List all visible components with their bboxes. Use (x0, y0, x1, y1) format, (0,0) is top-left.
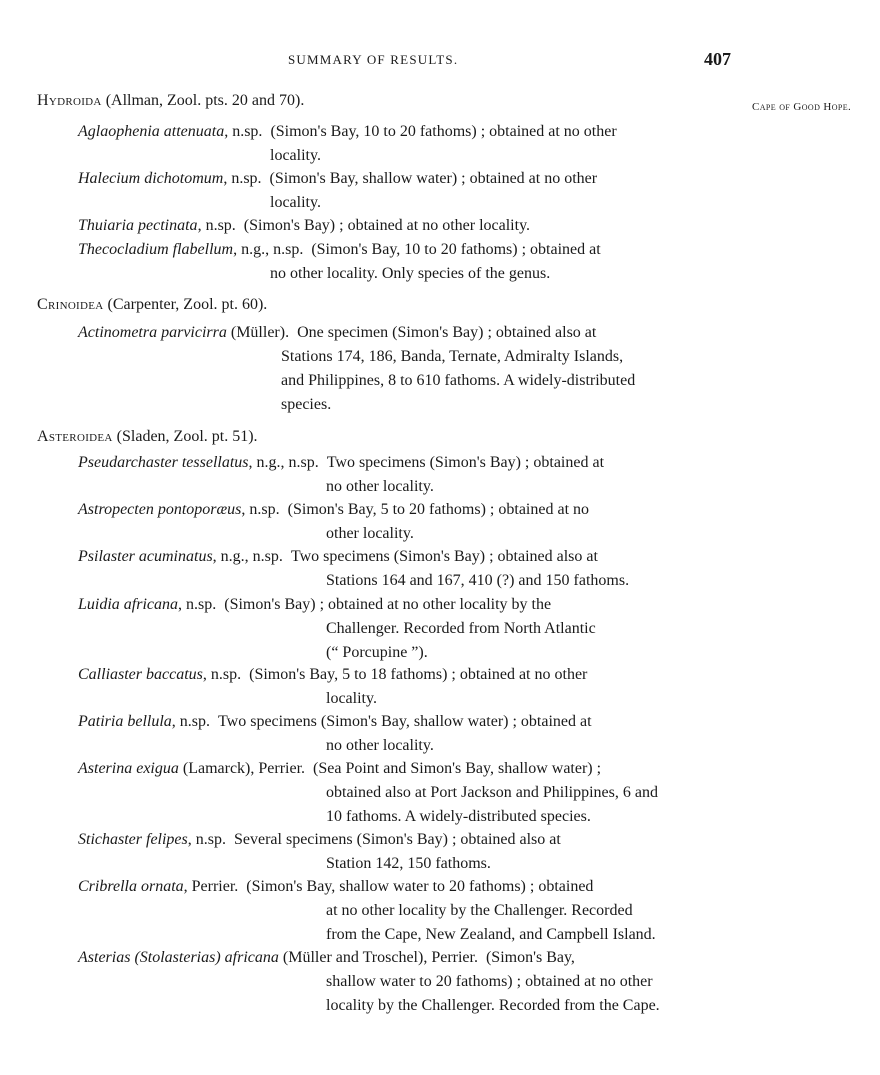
taxon-name: Patiria bellula (78, 713, 172, 730)
entry-continuation: Stations 174, 186, Banda, Ternate, Admiralty Islands, (281, 348, 624, 365)
entry-text: (Simon's Bay, shallow water to 20 fathoms) ; obtained (246, 878, 594, 895)
species-entry (78, 498, 738, 546)
entry-continuation: locality. (270, 194, 321, 211)
entry-continuation: shallow water to 20 fathoms) ; obtained at no other (326, 973, 653, 990)
group-heading-hydroida (37, 92, 304, 110)
entry-continuation: no other locality. Only species of the genus. (270, 265, 551, 282)
taxon-author: (Müller). (226, 324, 290, 341)
group-name: Asteroidea (37, 428, 113, 445)
taxon-name: Actinometra parvicirra (78, 324, 227, 341)
running-title: SUMMARY OF RESULTS. (288, 52, 459, 67)
taxon-author: (Lamarck), Perrier. (178, 760, 306, 777)
group-reference: (Sladen, Zool. pt. 51). (112, 428, 258, 445)
entry-continuation: locality. (270, 147, 321, 164)
entry-continuation: Challenger. Recorded from North Atlantic (326, 620, 596, 637)
taxon-author: , n.sp. (223, 170, 262, 187)
taxon-name: Pseudarchaster tessellatus (78, 454, 249, 471)
entry-text: (Simon's Bay, (485, 949, 575, 966)
species-entry (78, 946, 738, 1018)
entry-text: (Simon's Bay, 5 to 20 fathoms) ; obtained at no (287, 501, 590, 518)
entry-continuation: from the Cape, New Zealand, and Campbell Island. (326, 926, 656, 943)
entry-continuation: no other locality. (326, 737, 434, 754)
group-name: Crinoidea (37, 296, 104, 313)
entry-continuation: other locality. (326, 525, 414, 542)
entry-text: Several specimens (Simon's Bay) ; obtained also at (234, 831, 561, 848)
taxon-author: , n.sp. (224, 123, 263, 140)
entry-continuation: Stations 164 and 167, 410 (?) and 150 fathoms. (326, 572, 630, 589)
species-entry (78, 451, 738, 499)
species-entry (78, 120, 738, 168)
species-entry (78, 757, 738, 829)
species-entry (78, 593, 738, 665)
entry-continuation: obtained also at Port Jackson and Philippines, 6 and (326, 784, 658, 801)
group-heading-asteroidea (37, 428, 258, 446)
entry-continuation: no other locality. (326, 478, 434, 495)
group-heading-crinoidea (37, 296, 267, 314)
species-entry (78, 875, 738, 947)
entry-text: (Sea Point and Simon's Bay, shallow water) ; (313, 760, 602, 777)
entry-continuation: at no other locality by the Challenger. Recorded (326, 902, 633, 919)
entry-continuation: and Philippines, 8 to 610 fathoms. A widely-distributed (281, 372, 636, 389)
entry-text: One specimen (Simon's Bay) ; obtained also at (297, 324, 597, 341)
group-reference: (Carpenter, Zool. pt. 60). (103, 296, 268, 313)
species-entry (78, 828, 738, 876)
taxon-name: Cribrella ornata (78, 878, 184, 895)
species-entry (78, 663, 738, 711)
entry-text: Two specimens (Simon's Bay) ; obtained at (326, 454, 605, 471)
taxon-author: , n.sp. (171, 713, 211, 730)
entry-text: (Simon's Bay, 5 to 18 fathoms) ; obtained at no other (249, 666, 588, 683)
taxon-name: Thuiaria pectinata (78, 217, 198, 234)
species-entry (78, 321, 738, 417)
species-entry (78, 545, 738, 593)
entry-text: (Simon's Bay) ; obtained at no other locality by the (224, 596, 552, 613)
taxon-author: , n.sp. (187, 831, 226, 848)
taxon-author: , n.sp. (241, 501, 280, 518)
group-reference: (Allman, Zool. pts. 20 and 70). (101, 92, 305, 109)
taxon-name: Asterias (Stolasterias) africana (78, 949, 279, 966)
taxon-name: Luidia africana (78, 596, 179, 613)
taxon-author: , Perrier. (183, 878, 239, 895)
taxon-name: Halecium dichotomum (78, 170, 224, 187)
taxon-name: Psilaster acuminatus (78, 548, 213, 565)
taxon-author: , n.g., n.sp. (233, 241, 304, 258)
entry-text: Two specimens (Simon's Bay, shallow water) ; obtained at (218, 713, 592, 730)
entry-text: (Simon's Bay) ; obtained at no other locality. (243, 217, 531, 234)
taxon-name: Thecocladium flabellum (78, 241, 234, 258)
taxon-author: , n.sp. (202, 666, 242, 683)
entry-continuation: locality by the Challenger. Recorded from the Cape. (326, 997, 660, 1014)
taxon-name: Calliaster baccatus (78, 666, 203, 683)
taxon-name: Aglaophenia attenuata (78, 123, 225, 140)
margin-note: Cape of Good Hope. (752, 101, 852, 113)
entry-text: (Simon's Bay, 10 to 20 fathoms) ; obtained at (311, 241, 601, 258)
taxon-name: Astropecten pontoporæus (78, 501, 242, 518)
species-entry (78, 167, 738, 215)
taxon-author: , n.g., n.sp. (248, 454, 319, 471)
entry-continuation: 10 fathoms. A widely-distributed species. (326, 808, 591, 825)
entry-continuation: locality. (326, 690, 377, 707)
entry-continuation: (“ Porcupine ”). (326, 644, 428, 661)
taxon-author: , n.g., n.sp. (212, 548, 283, 565)
entry-text: (Simon's Bay, shallow water) ; obtained at no other (269, 170, 598, 187)
entry-text: Two specimens (Simon's Bay) ; obtained also at (290, 548, 598, 565)
taxon-author: (Müller and Troschel), Perrier. (278, 949, 478, 966)
taxon-author: , n.sp. (178, 596, 217, 613)
entry-continuation: Station 142, 150 fathoms. (326, 855, 491, 872)
group-name: Hydroida (37, 92, 102, 109)
taxon-author: , n.sp. (197, 217, 236, 234)
species-entry (78, 238, 738, 286)
taxon-name: Stichaster felipes (78, 831, 188, 848)
species-entry (78, 214, 738, 238)
taxon-name: Asterina exigua (78, 760, 179, 777)
species-entry (78, 710, 738, 758)
entry-text: (Simon's Bay, 10 to 20 fathoms) ; obtained at no other (270, 123, 617, 140)
entry-continuation: species. (281, 396, 332, 413)
page-number: 407 (704, 49, 731, 69)
